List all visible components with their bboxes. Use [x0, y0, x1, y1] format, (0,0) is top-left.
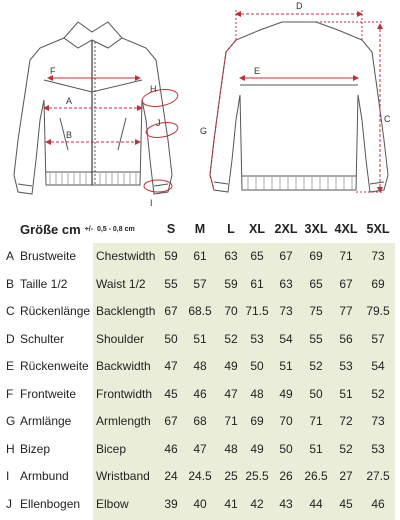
row-value: 73 [371, 249, 385, 263]
tolerance [85, 226, 135, 233]
row-value: 56 [339, 331, 353, 346]
row-label-de: Armbund [20, 469, 69, 483]
row-value: 73 [371, 414, 385, 428]
label-j: J [156, 118, 161, 128]
table-row [0, 298, 400, 324]
row-value: 67 [164, 414, 178, 428]
row-value: 59 [224, 276, 238, 291]
row-value: 51 [193, 331, 207, 346]
row-value: 68 [193, 414, 207, 428]
row-value: 55 [164, 276, 178, 291]
label-g: G [200, 126, 208, 136]
row-value: 68.5 [188, 304, 212, 318]
row-label-de: Taille 1/2 [20, 276, 68, 291]
row-letter: C [6, 304, 15, 318]
row-value: 70 [279, 414, 293, 428]
row-label-en: Armlength [96, 414, 151, 428]
row-value: 43 [279, 496, 293, 511]
row-value: 45 [339, 496, 353, 511]
row-label-en: Waist 1/2 [96, 276, 146, 291]
row-value: 65 [250, 249, 264, 263]
size-header: 3XL [304, 222, 328, 236]
size-header: 5XL [366, 222, 390, 236]
tolerance-sign: +/- [84, 225, 94, 233]
row-value: 53 [250, 331, 264, 346]
table-row [0, 463, 400, 489]
row-letter: I [6, 469, 10, 483]
row-value: 57 [371, 331, 385, 346]
row-value: 50 [309, 386, 323, 401]
size-table [0, 215, 400, 520]
row-value: 48 [224, 441, 238, 456]
row-value: 49 [279, 386, 293, 401]
row-value: 42 [250, 496, 264, 511]
row-value: 71 [339, 249, 353, 263]
table-row [0, 491, 400, 517]
label-d: D [296, 1, 303, 11]
row-value: 49 [250, 441, 264, 456]
row-label-de: Bizep [20, 441, 51, 456]
row-value: 61 [250, 276, 264, 291]
table-row [0, 381, 400, 407]
row-value: 54 [371, 359, 385, 373]
row-label-en: Shoulder [96, 331, 145, 346]
row-value: 67 [164, 304, 178, 318]
row-label-en: Backwidth [96, 359, 151, 373]
size-header: S [166, 222, 176, 236]
row-value: 71 [224, 414, 238, 428]
row-label-en: Chestwidth [96, 249, 156, 263]
row-value: 70 [224, 304, 238, 318]
jacket-size-diagram [0, 0, 400, 215]
row-value: 53 [371, 441, 385, 456]
row-letter: D [6, 331, 15, 346]
row-value: 40 [193, 496, 207, 511]
row-value: 75 [309, 304, 323, 318]
row-value: 39 [164, 496, 178, 511]
row-value: 51 [279, 359, 293, 373]
row-letter: H [6, 441, 15, 456]
row-value: 50 [279, 441, 293, 456]
row-value: 41 [224, 496, 238, 511]
row-value: 46 [193, 386, 207, 401]
row-letter: E [6, 359, 15, 373]
row-value: 63 [224, 249, 238, 263]
tolerance-value: 0,5 - 0,8 cm [96, 225, 135, 233]
row-value: 69 [250, 414, 264, 428]
row-value: 48 [193, 359, 207, 373]
row-value: 24 [164, 469, 178, 483]
title-text: Größe cm [20, 221, 81, 237]
row-value: 47 [224, 386, 238, 401]
row-value: 71.5 [245, 304, 269, 318]
row-value: 57 [193, 276, 207, 291]
row-label-de: Brustweite [20, 249, 77, 263]
row-value: 72 [339, 414, 353, 428]
size-header: L [227, 222, 235, 236]
row-value: 44 [309, 496, 323, 511]
row-value: 77 [339, 304, 353, 318]
row-value: 49 [224, 359, 238, 373]
row-value: 69 [309, 249, 323, 263]
row-value: 50 [164, 331, 178, 346]
row-value: 47 [193, 441, 207, 456]
row-label-en: Backlength [96, 304, 156, 318]
row-value: 46 [371, 496, 385, 511]
jacket-front-drawing [14, 22, 172, 194]
jacket-back-drawing [210, 22, 388, 192]
row-value: 79.5 [366, 304, 390, 318]
label-i: I [150, 198, 153, 208]
row-value: 27 [339, 469, 353, 483]
row-value: 48 [250, 386, 264, 401]
row-label-de: Schulter [20, 331, 65, 346]
table-row [0, 408, 400, 434]
row-letter: G [6, 414, 16, 428]
table-title [20, 215, 135, 243]
row-label-en: Wristband [96, 469, 150, 483]
row-value: 69 [371, 276, 385, 291]
label-b: B [66, 130, 73, 140]
row-label-en: Frontwidth [96, 386, 153, 401]
label-c: C [384, 114, 391, 124]
row-value: 52 [339, 441, 353, 456]
row-label-de: Frontweite [20, 386, 77, 401]
row-value: 27.5 [366, 469, 390, 483]
row-value: 67 [279, 249, 293, 263]
table-row [0, 326, 400, 352]
table-row [0, 271, 400, 297]
table-row [0, 243, 400, 269]
table-row [0, 436, 400, 462]
row-value: 52 [371, 386, 385, 401]
row-value: 53 [339, 359, 353, 373]
row-value: 67 [339, 276, 353, 291]
row-value: 26 [279, 469, 293, 483]
label-f: F [50, 66, 56, 76]
row-value: 71 [309, 414, 323, 428]
label-a: A [66, 96, 73, 106]
row-letter: F [6, 386, 14, 401]
row-label-de: Ellenbogen [20, 496, 81, 511]
row-value: 50 [250, 359, 264, 373]
row-letter: J [6, 496, 12, 511]
label-e: E [254, 66, 261, 76]
row-label-de: Armlänge [20, 414, 72, 428]
row-value: 25.5 [245, 469, 269, 483]
row-value: 51 [339, 386, 353, 401]
row-value: 52 [224, 331, 238, 346]
size-header: XL [249, 222, 265, 236]
row-label-en: Elbow [96, 496, 129, 511]
row-label-de: Rückenweite [20, 359, 89, 373]
row-value: 45 [164, 386, 178, 401]
row-value: 52 [309, 359, 323, 373]
row-value: 47 [164, 359, 178, 373]
row-value: 65 [309, 276, 323, 291]
row-value: 26.5 [304, 469, 328, 483]
row-value: 51 [309, 441, 323, 456]
row-label-de: Rückenlänge [20, 304, 91, 318]
table-row [0, 353, 400, 379]
row-value: 54 [279, 331, 293, 346]
row-value: 25 [224, 469, 238, 483]
label-h: H [150, 84, 157, 94]
size-header: 2XL [274, 222, 298, 236]
row-value: 59 [164, 249, 178, 263]
row-letter: B [6, 276, 15, 291]
row-value: 24.5 [188, 469, 212, 483]
row-value: 73 [279, 304, 293, 318]
row-value: 55 [309, 331, 323, 346]
size-header: 4XL [334, 222, 358, 236]
row-letter: A [6, 249, 15, 263]
row-label-en: Bicep [96, 441, 127, 456]
size-header: M [194, 222, 206, 236]
row-value: 61 [193, 249, 207, 263]
row-value: 63 [279, 276, 293, 291]
row-value: 46 [164, 441, 178, 456]
